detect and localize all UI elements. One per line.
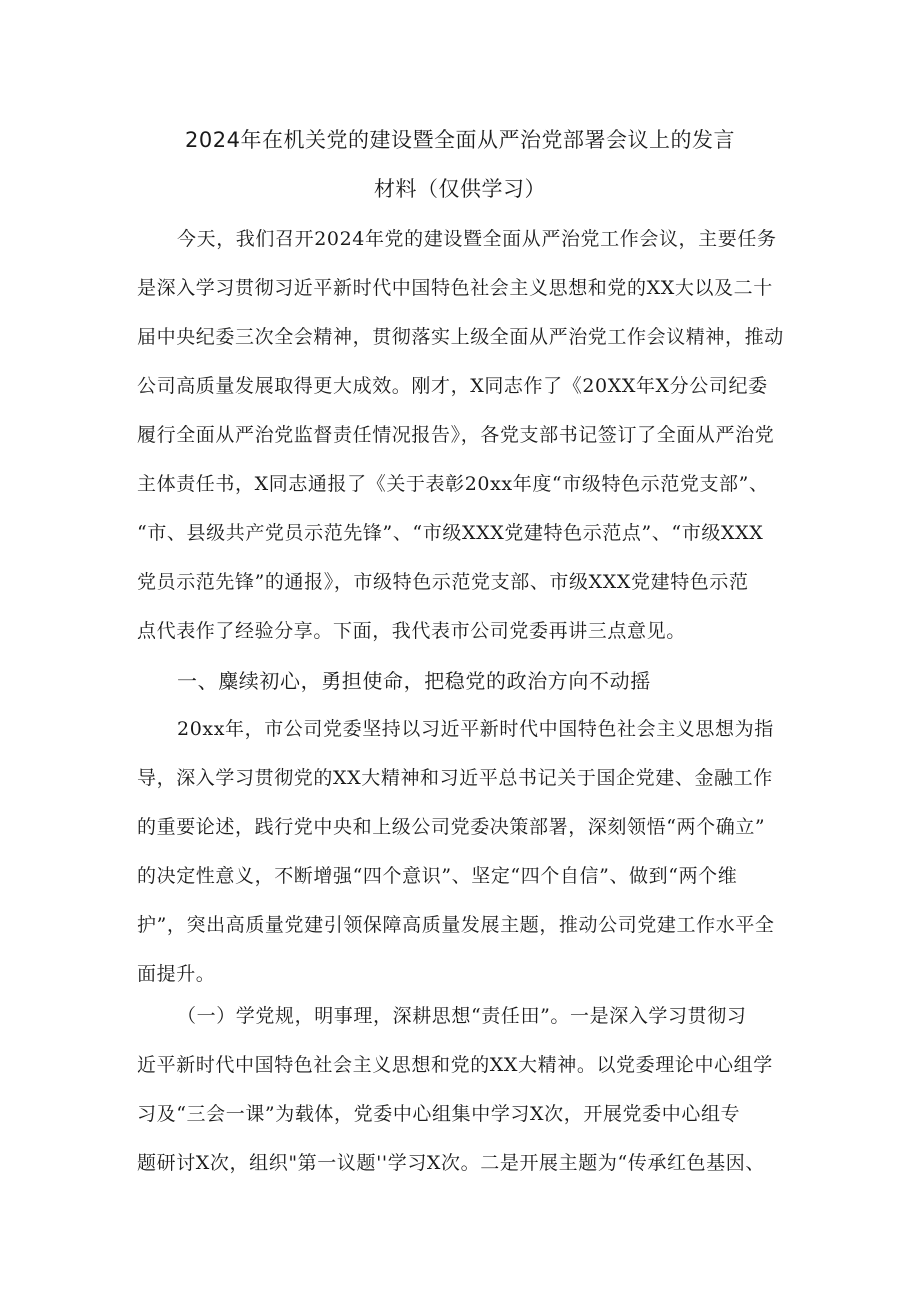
- document-title-line2: 材料（仅供学习）: [374, 177, 546, 201]
- paragraph-line: （一）学党规，明事理，深耕思想“责任田”。一是深入学习贯彻习: [177, 1005, 747, 1027]
- paragraph-line: 公司高质量发展取得更大成效。刚才，X同志作了《20XX年X分公司纪委: [137, 375, 768, 397]
- paragraph-line: 履行全面从严治党监督责任情况报告》，各党支部书记签订了全面从严治党: [137, 424, 775, 446]
- paragraph-line: 是深入学习贯彻习近平新时代中国特色社会主义思想和党的XX大以及二十: [137, 277, 773, 299]
- paragraph-line: 今天，我们召开2024年党的建设暨全面从严治党工作会议，主要任务: [177, 228, 777, 250]
- section-heading: 一、麋续初心，勇担使命，把稳党的政治方向不动摇: [177, 669, 651, 693]
- paragraph-line: 护”，突出高质量党建引领保障高质量发展主题，推动公司党建工作水平全: [137, 914, 775, 936]
- paragraph-line: 的重要论述，践行党中央和上级公司党委决策部署，深刻领悟“两个确立”: [137, 816, 766, 838]
- paragraph-line: 题研讨X次，组织"第一议题''学习X次。二是开展主题为“传承红色基因、: [137, 1152, 765, 1174]
- paragraph-line: 主体责任书，X同志通报了《关于表彰20xx年度“市级特色示范党支部”、: [137, 473, 769, 495]
- paragraph-line: 导，深入学习贯彻党的XX大精神和习近平总书记关于国企党建、金融工作: [137, 767, 773, 789]
- paragraph-line: 点代表作了经验分享。下面，我代表市公司党委再讲三点意见。: [137, 620, 686, 642]
- paragraph-line: 的决定性意义，不断增强“四个意识”、坚定“四个自信”、做到“两个维: [137, 865, 738, 887]
- paragraph-line: 习及“三会一课”为载体，党委中心组集中学习X次，开展党委中心组专: [137, 1103, 741, 1125]
- paragraph-line: “市、县级共产党员示范先锋”、“市级XXX党建特色示范点”、“市级XXX: [137, 522, 764, 544]
- paragraph-line: 20xx年，市公司党委坚持以习近平新时代中国特色社会主义思想为指: [177, 718, 774, 740]
- paragraph-line: 届中央纪委三次全会精神，贯彻落实上级全面从严治党工作会议精神，推动: [137, 326, 784, 348]
- paragraph-line: 近平新时代中国特色社会主义思想和党的XX大精神。以党委理论中心组学: [137, 1054, 773, 1076]
- paragraph-line: 党员示范先锋”的通报》，市级特色示范党支部、市级XXX党建特色示范: [137, 571, 749, 593]
- document-title-line1: 2024年在机关党的建设暨全面从严治党部署会议上的发言: [185, 128, 735, 152]
- paragraph-line: 面提升。: [137, 963, 216, 985]
